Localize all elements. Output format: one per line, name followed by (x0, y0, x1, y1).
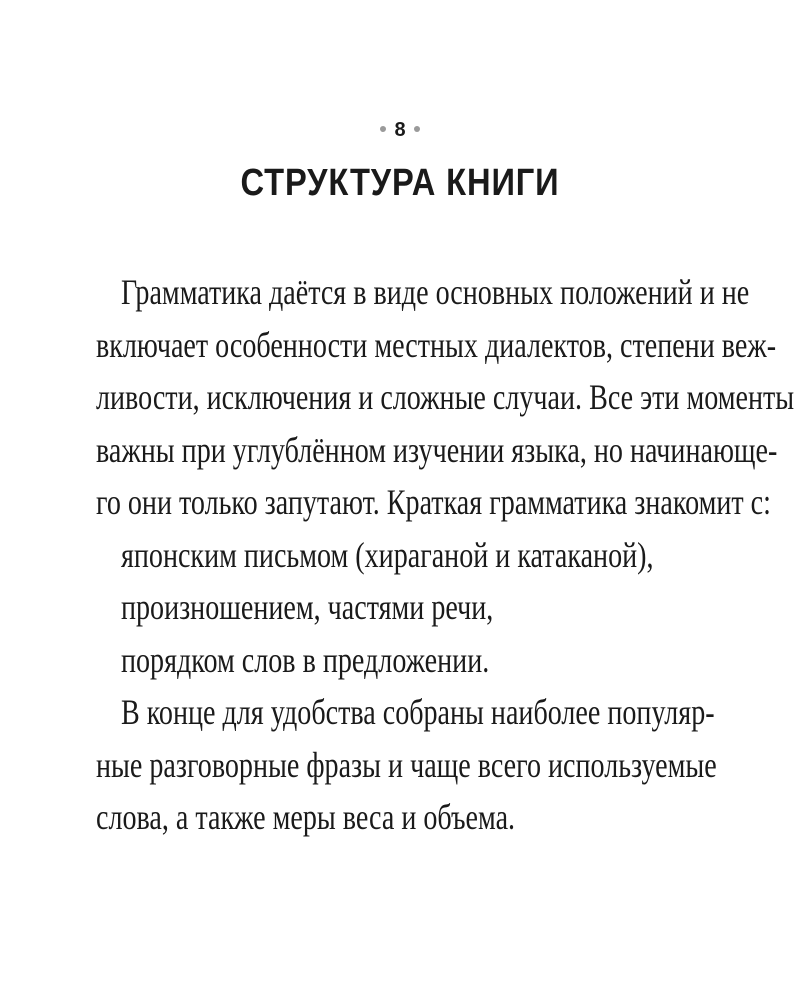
text-line: ливости, исключения и сложные случаи. Все эти моменты (96, 377, 795, 417)
list-item: порядком слов в предложении. (120, 639, 490, 680)
text-line: слова, а также меры веса и объема. (96, 797, 516, 837)
decorative-dot-right (414, 126, 420, 132)
page-number: 8 (394, 119, 406, 141)
list-item: произношением, частями речи, (120, 587, 494, 627)
text-line: важны при углублённом изучении языка, но начинающе- (96, 429, 778, 470)
paragraph-conclusion (96, 686, 717, 844)
list-item: японским письмом (хираганой и катаканой), (120, 534, 654, 575)
text-line: Грамматика даётся в виде основных положений и не (120, 272, 750, 312)
body-text (96, 266, 795, 844)
text-line: включает особенности местных диалектов, степени веж- (96, 324, 777, 365)
text-line: го они только запутают. Краткая грамматика знакомит с: (96, 482, 771, 522)
decorative-dot-left (380, 126, 386, 132)
page-number-header (0, 118, 800, 142)
text-line: ные разговорные фразы и чаще всего используемые (96, 744, 717, 785)
chapter-title: СТРУКТУРА КНИГИ (240, 162, 560, 204)
text-line: В конце для удобства собраны наиболее популяр- (120, 692, 715, 732)
topics-list (96, 529, 708, 687)
paragraph-intro (96, 266, 795, 529)
